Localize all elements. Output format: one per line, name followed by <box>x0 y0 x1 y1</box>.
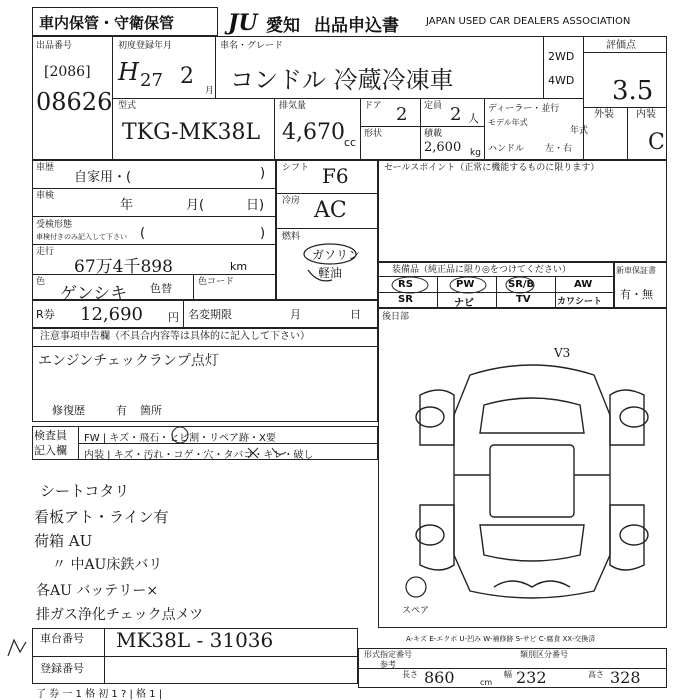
capacity-unit: 人 <box>468 112 479 125</box>
association-name: JAPAN USED CAR DEALERS ASSOCIATION <box>426 16 631 27</box>
r-price-label: R券 <box>36 308 55 321</box>
note-line-2: 看板アト・ライン有 <box>34 508 169 526</box>
height-label: 高さ <box>588 670 604 679</box>
ac-value: AC <box>314 198 347 223</box>
inspection-year: 年 <box>120 198 134 213</box>
load-value: 2,600 <box>424 140 462 155</box>
equip-aw: AW <box>574 279 593 290</box>
inspector-label: 検査員 <box>34 429 67 442</box>
note-line-3: 荷箱 AU <box>34 532 93 550</box>
fuel-gasoline: ガソリン <box>312 248 361 262</box>
warranty-value: 有・無 <box>620 288 653 301</box>
acceptance-open: ( <box>140 226 146 241</box>
displacement-unit: cc <box>344 136 357 149</box>
height-value: 328 <box>610 668 641 687</box>
certificate-label: 形式指定番号 <box>364 650 412 659</box>
rating-value: 3.5 <box>612 76 654 106</box>
lot-label: 出品番号 <box>36 41 73 51</box>
name-change-label: 名変期限 <box>188 308 232 321</box>
history-close: ) <box>260 166 266 181</box>
note-line-6: 排ガス浄化チェック点メツ <box>36 607 204 623</box>
capacity-label: 定員 <box>424 101 443 111</box>
storage-box <box>32 7 218 36</box>
margin-mark <box>4 636 28 660</box>
history-label: 車歴 <box>36 163 55 173</box>
note-line-4: 〃 中AU床鉄バリ <box>52 557 163 573</box>
inspection-day: 日) <box>246 198 265 213</box>
fuel-label: 燃料 <box>282 232 301 242</box>
drive-2wd: 2WD <box>548 50 575 63</box>
acceptance-close: ) <box>260 226 266 241</box>
fw-checks: FW | キズ・飛石・ヒビ割・リペア跡・X要 <box>84 433 276 444</box>
aichi-label: 愛知 <box>266 16 300 36</box>
ac-label: 冷房 <box>282 196 301 206</box>
sales-point-label: セールスポイント（正常に機能するものに限ります） <box>384 163 600 173</box>
capacity-value: 2 <box>450 104 462 125</box>
repair-place: 箇所 <box>140 404 162 417</box>
acceptance-note: 車検付きのみ記入して下さい <box>36 233 127 241</box>
dealer-label: ディーラー・並行 <box>488 104 560 114</box>
length-value: 860 <box>424 668 455 687</box>
damage-legend: A-キズ E-エクボ U-凹み W-補修跡 S-サビ C-腐食 XX-交換済 <box>406 635 596 643</box>
equip-srb: SR/B <box>508 279 535 290</box>
equip-pw: PW <box>456 279 475 290</box>
ju-logo <box>228 10 270 34</box>
fuel-circle-mark <box>300 240 360 284</box>
diagram-mark: V3 <box>554 346 571 360</box>
model-year-label: モデル年式 <box>488 118 528 127</box>
chassis-value: MK38L - 31036 <box>116 628 274 652</box>
length-label: 長さ <box>402 670 418 679</box>
car-name-label: 車名・グレード <box>220 41 284 51</box>
doors-label: ドア <box>364 101 382 111</box>
exterior-label: 外装 <box>594 109 614 120</box>
notes-label: 注意事項申告欄（不具合内容等は具体的に記入して下さい） <box>40 331 310 342</box>
check-marks <box>160 426 290 460</box>
registration-month-unit: 月 <box>205 86 215 96</box>
sales-point-box <box>378 160 667 262</box>
width-label: 幅 <box>504 670 512 679</box>
storage-label: 車内保管・守衛保管 <box>39 14 175 32</box>
mileage-value: 67万4千898 <box>74 257 173 277</box>
name-change-day: 日 <box>350 308 361 321</box>
note-line-5: 各AU バッテリー× <box>36 583 159 599</box>
displacement-label: 排気量 <box>279 101 307 111</box>
r-price-value: 12,690 <box>80 304 143 325</box>
interior-checks: 内装 | キズ・汚れ・コゲ・穴・タバコ・キレ・破し <box>84 450 314 461</box>
inspection-label: 車検 <box>36 191 55 201</box>
lot-number: 08626 <box>36 88 113 116</box>
model-value: TKG-MK38L <box>122 120 261 145</box>
mileage-unit: km <box>230 260 248 273</box>
mileage-label: 走行 <box>36 247 55 257</box>
repair-label: 修復歴 <box>52 404 85 417</box>
spare-label: スペア <box>402 606 430 616</box>
year-label: 年式 <box>570 126 589 136</box>
history-value: 自家用・( <box>74 170 132 185</box>
name-change-month: 月 <box>290 308 301 321</box>
repair-value: 有 <box>116 404 127 417</box>
width-value: 232 <box>516 668 547 687</box>
shift-value: F6 <box>322 164 349 188</box>
shape-label: 形状 <box>364 129 383 139</box>
color-value: ゲンシキ <box>60 284 128 304</box>
color-label: 色 <box>36 277 46 287</box>
equip-tv: TV <box>516 294 531 305</box>
certificate-ref: 参考 <box>380 660 396 669</box>
warranty-label: 新車保証書 <box>616 266 656 275</box>
equipment-marks <box>380 276 560 294</box>
equip-navi: ナビ <box>454 298 474 309</box>
fuel-diesel: 軽油 <box>318 266 343 280</box>
classify-label: 類別区分番号 <box>520 650 568 659</box>
doors-value: 2 <box>396 104 408 125</box>
r-price-unit: 円 <box>168 311 179 324</box>
handle-options: 左・右 <box>545 144 573 154</box>
acceptance-label: 受検形態 <box>36 220 73 230</box>
rear-label: 後日部 <box>382 312 410 322</box>
registration-month: 2 <box>180 64 194 89</box>
color-code-label: 色コード <box>198 277 235 287</box>
equipment-label: 装備品（純正品に限り◎をつけてください） <box>392 265 571 275</box>
displacement-value: 4,670 <box>282 120 345 145</box>
form-title: 出品申込書 <box>314 16 399 36</box>
registration-era: H <box>118 58 139 86</box>
color-recolor: 色替 <box>150 282 172 295</box>
load-label: 積載 <box>424 129 443 139</box>
equip-leather: カワシート <box>557 297 603 307</box>
entry-label: 記入欄 <box>34 444 67 457</box>
car-diagram <box>400 355 664 605</box>
car-name-value: コンドル 冷蔵冷凍車 <box>230 66 454 94</box>
registration-year: 27 <box>140 70 163 91</box>
interior-value: C <box>648 130 665 155</box>
shift-label: シフト <box>282 163 310 173</box>
inspection-month: 月( <box>186 198 205 213</box>
drive-4wd: 4WD <box>548 74 575 87</box>
equip-sr: SR <box>398 294 413 305</box>
model-label: 型式 <box>118 101 137 111</box>
length-unit: cm <box>480 678 493 687</box>
notes-value: エンジンチェックランプ点灯 <box>38 353 219 369</box>
lot-code: [2086] <box>44 64 91 80</box>
load-unit: kg <box>470 148 481 158</box>
note-line-1: シートコタリ <box>40 482 130 500</box>
bottom-strip: 了 券 一 1 格 初 1 ? | 格 1 | <box>36 689 163 700</box>
ju-logo-text: JU <box>228 10 258 36</box>
interior-label: 内装 <box>636 109 656 120</box>
equip-rs: RS <box>398 279 413 290</box>
registration-label: 初度登録年月 <box>118 41 173 51</box>
plate-label: 登録番号 <box>40 662 84 675</box>
rating-label: 評価点 <box>606 40 636 51</box>
chassis-label: 車台番号 <box>40 632 84 645</box>
handle-label: ハンドル <box>488 144 525 154</box>
